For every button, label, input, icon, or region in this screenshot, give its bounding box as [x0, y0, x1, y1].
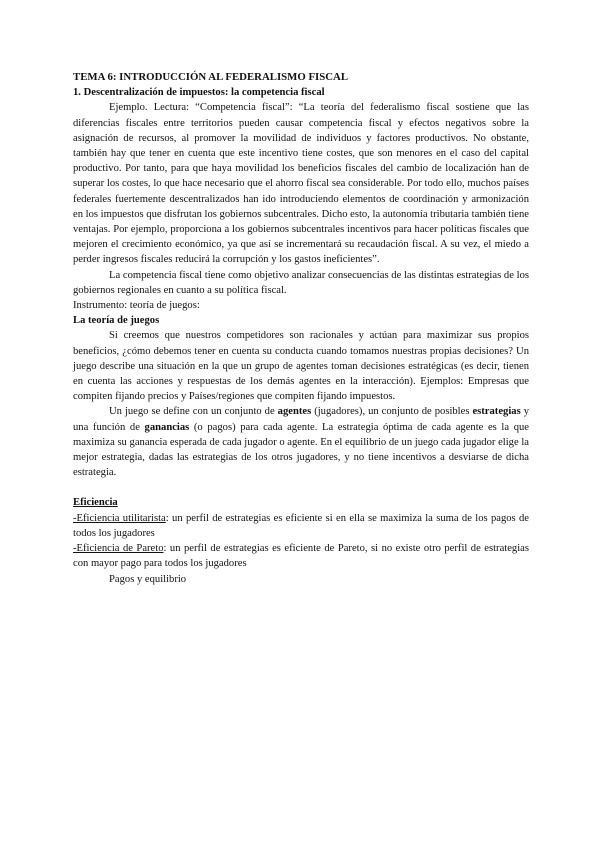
- ef-util-text: : un perfil de estrategias es eficiente si en ella se maximiza la suma de los pagos de todos los jugadores: [73, 512, 529, 539]
- text-run: y una función de: [73, 406, 529, 433]
- teoria-paragraph-2: [73, 404, 529, 480]
- bold-term-ganancias: ganancias: [144, 421, 190, 433]
- section-heading: 1. Descentralización de impuestos: la competencia fiscal: [73, 87, 325, 99]
- ef-pareto-label: -Eficiencia de Pareto: [73, 543, 164, 555]
- text-run: Un juego se define con un conjunto de: [109, 406, 278, 418]
- bold-term-estrategias: estrategias: [472, 406, 521, 418]
- teoria-heading: La teoría de juegos: [73, 315, 160, 327]
- ef-pareto-text: : un perfil de estrategias es eficiente de Pareto, si no existe otro perfil de estrategias con mayor pago para todos los jugadores: [73, 543, 529, 570]
- document-title: TEMA 6: INTRODUCCIÓN AL FEDERALISMO FISCAL: [73, 71, 349, 83]
- eficiencia-utilitarista: [73, 511, 529, 541]
- example-paragraph: Ejemplo. Lectura: “Competencia fiscal”: “La teoría del federalismo fiscal sostiene que las diferencias fiscales entre territorios pueden causar competencia fiscal y efectos negativos sobre la asignación de recursos, al promover la movilidad de individuos y factores productivos. No obstante, también hay que tener en cuenta que este incentivo tiene costes, que son menores en el caso del capital productivo. Por tanto, para que haya movilidad los beneficios fiscales del cambio de localización han de superar los costes, lo que hace necesario que el ahorro fiscal sea considerable. Por todo ello, muchos países federales fuertemente descentralizados han ido introduciendo elementos de coordinación y armonización en los impuestos que disfrutan los gobiernos subcentrales. Dicho esto, la autonomía tributaria también tiene ventajas. Por ejemplo, proporciona a los gobiernos subcentrales incentivos para hacer políticas fiscales que mejoren el crecimiento económico, ya que así se incrementará su recaudación fiscal. A su vez, el miedo a perder ingresos fiscales reducirá la corrupción y los gastos ineficientes”.: [73, 102, 530, 266]
- blank-line: [73, 480, 529, 495]
- ef-util-label: -Eficiencia utilitarista: [73, 512, 166, 524]
- eficiencia-pareto: [73, 541, 529, 571]
- teoria-paragraph-1: Si creemos que nuestros competidores son racionales y actúan para maximizar sus propios beneficios, ¿cómo debemos tener en cuenta su conducta cuando tomamos nuestras propias decisiones? Un juego describe una situación en la que un grupo de agentes toman decisiones estratégicas (es decir, tienen en cuenta las acciones y respuestas de los demás agentes en la interacción). Ejemplos: Empresas que compiten fijando precios y Países/regiones que compiten fijando impuestos.: [73, 330, 529, 403]
- bold-term-agentes: agentes: [277, 406, 312, 418]
- text-run: (jugadores), un conjunto de posibles: [311, 406, 473, 418]
- competencia-paragraph: La competencia fiscal tiene como objetivo analizar consecuencias de las distintas estrategias de los gobiernos regionales en cuanto a su política fiscal.: [73, 269, 529, 296]
- instrumento-line: Instrumento: teoría de juegos:: [73, 300, 200, 312]
- text-run: (o pagos) para cada agente. La estrategia óptima de cada agente es la que maximiza su ganancia esperada de cada jugador o agente. En el equilibrio de un juego cada jugador elige la mejor estrategia, dadas las estrategias de los otros jugadores, y no tiene incentivos a desviarse de dicha estrategia.: [73, 421, 529, 479]
- pagos-line: Pagos y equilibrio: [109, 573, 187, 585]
- eficiencia-heading: Eficiencia: [73, 497, 118, 509]
